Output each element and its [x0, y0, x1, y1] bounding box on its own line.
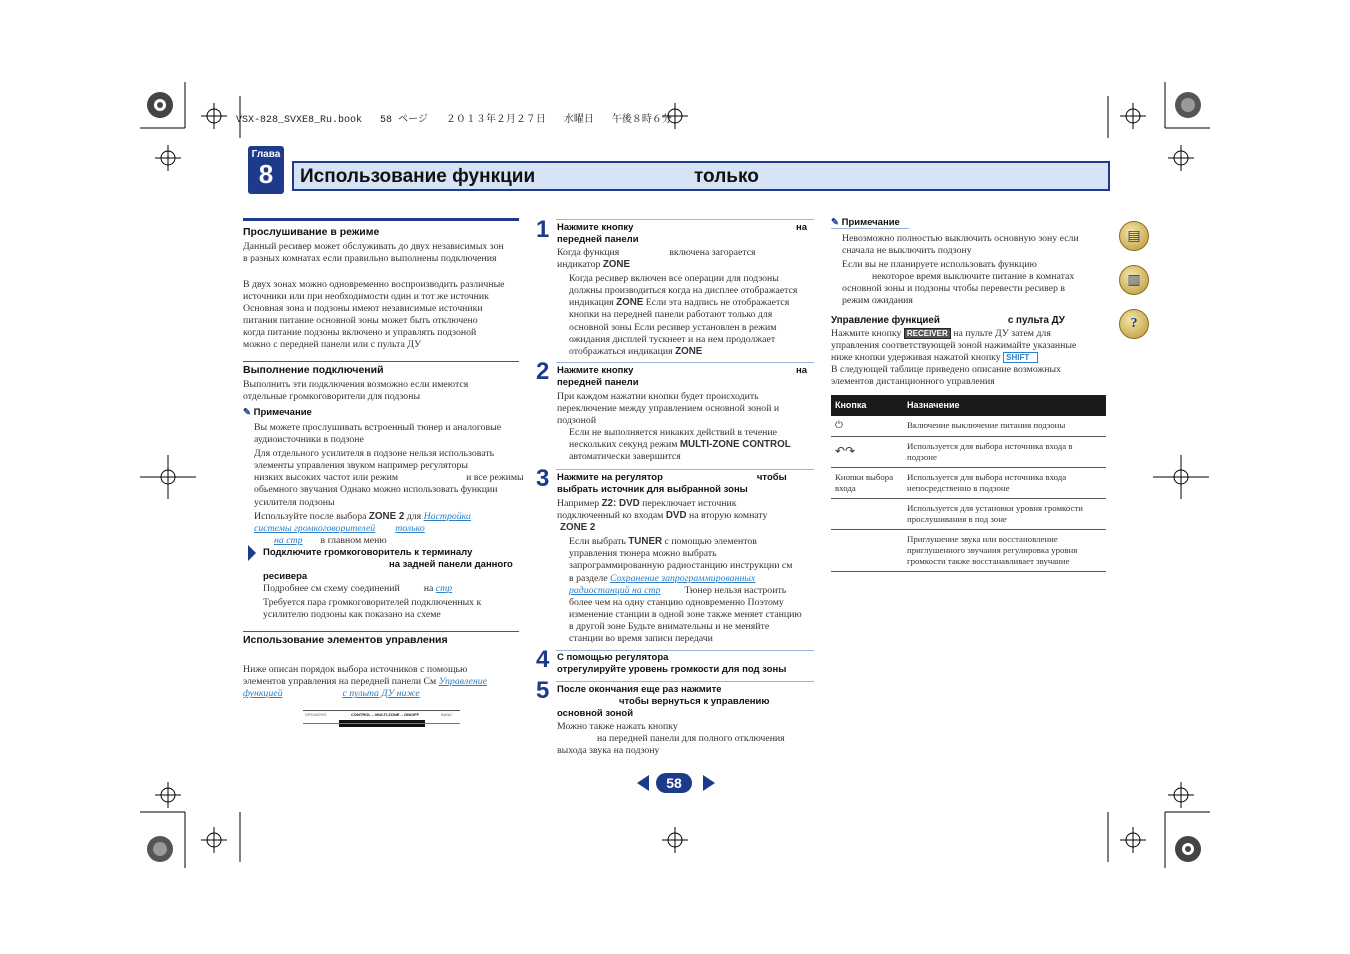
panel-line	[303, 723, 460, 724]
section-title-listening: Прослушивание в режиме	[243, 226, 380, 238]
step-number-5: 5	[536, 677, 550, 704]
step-title-2: Нажмите кнопку на передней панели	[557, 365, 807, 388]
step-rule	[556, 219, 814, 220]
step-rule	[556, 650, 814, 651]
chapter-number: 8	[258, 159, 274, 189]
chapter-badge	[248, 146, 284, 194]
step-number-2: 2	[536, 358, 550, 385]
step-body-3: Например Z2: DVD переключает источник подключенный ко входам DVD на вторую комнату ZONE 2 Если выбрать TUNER с помощью элементов управления тюнера можно выбрать запрограммированную радиостанцию инструкции см в разделе Сохранение запрограммированных радиостанций на стр Тюнер нельзя настроить более чем на одну станцию одновременно Поэтому изменение станции в одной зоне также меняет станцию в другой зоне Будьте внимательны и не меняйте станции во время записи передачи	[557, 498, 802, 645]
section-rule	[243, 361, 519, 362]
step-title-5: После окончания еще раз нажмите чтобы вернуться к управлению основной зоной	[557, 684, 770, 719]
receiver-key: RECEIVER	[904, 328, 951, 339]
contents-icon[interactable]: ▥	[1119, 265, 1149, 295]
bullet-title: Подключите громкоговоритель к терминалу на задней панели данного ресивера	[263, 547, 513, 582]
link-remote-control[interactable]: Управление	[438, 676, 487, 688]
shift-key: SHIFT	[1003, 352, 1038, 363]
link-saved-stations-2[interactable]: радиостанций на стр	[569, 584, 661, 596]
paragraph: Данный ресивер может обслуживать до двух независимых зон в разных комнатах если правильно выполнены подключения	[243, 241, 504, 265]
panel-label-left: SPEAKERS	[305, 712, 327, 717]
section-title-controls: Использование элементов управления	[243, 634, 448, 646]
paragraph: Выполнить эти подключения возможно если имеются отдельные громкоговорители для подзоны	[243, 379, 469, 403]
link-speaker-setup[interactable]: Настройка	[423, 510, 471, 522]
table-row: Приглушение звука или восстановление приглушенного звучания регулировка уровня громкости также восстанавливает звучание	[831, 529, 1106, 571]
bullet-body: Подробнее см схему соединений на стр Требуется пара громкоговорителей подключенных к усилителю подзоны как показано на схеме	[263, 583, 482, 621]
table-header-button: Кнопка	[831, 395, 903, 416]
panel-label-mid: CONTROL – MULTI-ZONE – ON/OFF	[351, 712, 420, 717]
step-body-2: При каждом нажатии кнопки будет происходить переключение между управлением основной зоной и подзоной Если не выполняется никаких действий в течение нескольких секунд режим MULTI-ZONE CONTROL автоматически завершится	[557, 391, 791, 463]
table-header-function: Назначение	[903, 395, 1106, 416]
paragraph: Нажмите кнопку RECEIVER на пульте ДУ затем для управления соответствующей зоной нажимайте указанные ниже кнопки удерживая нажатой кнопку SHIFT В следующей таблице приведено описание возможных элементов дистанционного управления	[831, 328, 1077, 388]
note-heading: ✎ Примечание	[243, 407, 312, 418]
step-number-3: 3	[536, 465, 550, 492]
input-arrows-icon: ↶↷	[831, 436, 903, 467]
section-rule	[243, 218, 519, 221]
table-row: Используется для установки уровня громкости прослушивания в под зоне	[831, 498, 1106, 529]
table-row: ⏻ Включение выключение питания подзоны	[831, 416, 1106, 436]
step-title-4: С помощью регулятора отрегулируйте уровень громкости для под зоны	[557, 652, 787, 675]
paragraph: Ниже описан порядок выбора источников с помощью элементов управления на передней панели См Управление функцией с пульта ДУ ниже	[243, 664, 487, 700]
pencil-icon: ✎	[243, 407, 251, 418]
front-panel-illustration	[303, 710, 460, 732]
section-title-remote: Управление функцией с пульта ДУ	[831, 315, 1065, 326]
power-icon: ⏻	[831, 416, 903, 436]
note-body: Вы можете прослушивать встроенный тюнер и аналоговые аудиоисточники в подзоне Для отдельного усилителя в подзоне нельзя использовать элементы управления звуком например регуляторы низких высоких частот или режим и все режимы обьемного звучания Однако можно использовать функции усилителя подзоны Используйте после выбора ZONE 2 для Настройка системы громкоговорителей только на стр в главном меню	[254, 422, 524, 546]
paragraph: В двух зонах можно одновременно воспроизводить различные источники или при необходимости один и тот же источник Основная зона и подзоны имеют независимые источники питания питание основной зоны может быть отключено когда питание подзоны включено и управлять подзоной можно с передней панели или с пульта ДУ	[243, 279, 505, 351]
link-remote-control-2[interactable]: функцией	[243, 688, 283, 700]
step-number-1: 1	[536, 216, 550, 243]
step-body-5: Можно также нажать кнопку на передней панели для полного отключения выхода звука на подзону	[557, 721, 785, 757]
prev-page-arrow-icon[interactable]	[637, 775, 649, 791]
link-saved-stations[interactable]: Сохранение запрограммированных	[610, 572, 756, 584]
link-remote-control-3[interactable]: с пульта ДУ ниже	[342, 688, 420, 700]
step-rule	[556, 469, 814, 470]
next-page-arrow-icon[interactable]	[703, 775, 715, 791]
step-number-4: 4	[536, 646, 550, 673]
section-title-connections: Выполнение подключений	[243, 364, 384, 376]
step-title-3: Нажмите на регулятор чтобы выбрать источник для выбранной зоны	[557, 472, 787, 495]
page-title-bar	[292, 161, 1110, 191]
bullet-triangle-icon	[248, 545, 256, 561]
note-heading: ✎ Примечание	[831, 217, 900, 228]
link-page[interactable]: на стр	[274, 534, 303, 546]
panel-label-right: BAND	[441, 712, 453, 717]
note-body: Невозможно полностью выключить основную зону если сначала не выключить подзону Если вы не планируете использовать функцию некоторое время выключите питание в комнатах основной зоны и подзоны чтобы перевести ресивер в режим ожидания	[842, 233, 1079, 307]
help-icon[interactable]: ?	[1119, 309, 1149, 339]
link-page-2[interactable]: стр	[435, 583, 453, 594]
step-rule	[556, 362, 814, 363]
print-header: VSX-828_SVXE8_Ru.book 58 ページ ２０１３年２月２７日 水曜日 午後８時６分	[236, 115, 672, 126]
page-title-part1: Использование функции	[300, 166, 536, 187]
table-row: Кнопки выбора входа Используется для выбора источника входа непосредственно в подзоне	[831, 467, 1106, 498]
step-body-1: Когда функция включена загорается индикатор ZONE Когда ресивер включен все операции для подзоны должны производиться когда на дисплее отображается индикация ZONE Если эта надпись не отображается кнопки на передней панели работают только для основной зоны Если ресивер установлен в режим ожидания дисплей тускнеет и на нем продолжает отображаться индикация ZONE	[557, 247, 798, 357]
link-speaker-setup-2[interactable]: системы громкоговорителей	[254, 522, 376, 534]
remote-control-table	[831, 395, 1106, 572]
step-rule	[556, 681, 814, 682]
page-title-part2: только	[694, 166, 759, 187]
table-row: ↶↷ Используется для выбора источника входа в подзоне	[831, 436, 1106, 467]
note-rule	[831, 228, 909, 229]
page-number: 58	[656, 773, 692, 793]
book-icon[interactable]: ▤	[1119, 221, 1149, 251]
link-speaker-setup-3[interactable]: только	[395, 522, 425, 534]
section-rule	[243, 631, 519, 632]
chapter-label: Глава	[251, 149, 281, 160]
step-title-1: Нажмите кнопку на передней панели	[557, 222, 807, 245]
pencil-icon: ✎	[831, 217, 839, 228]
